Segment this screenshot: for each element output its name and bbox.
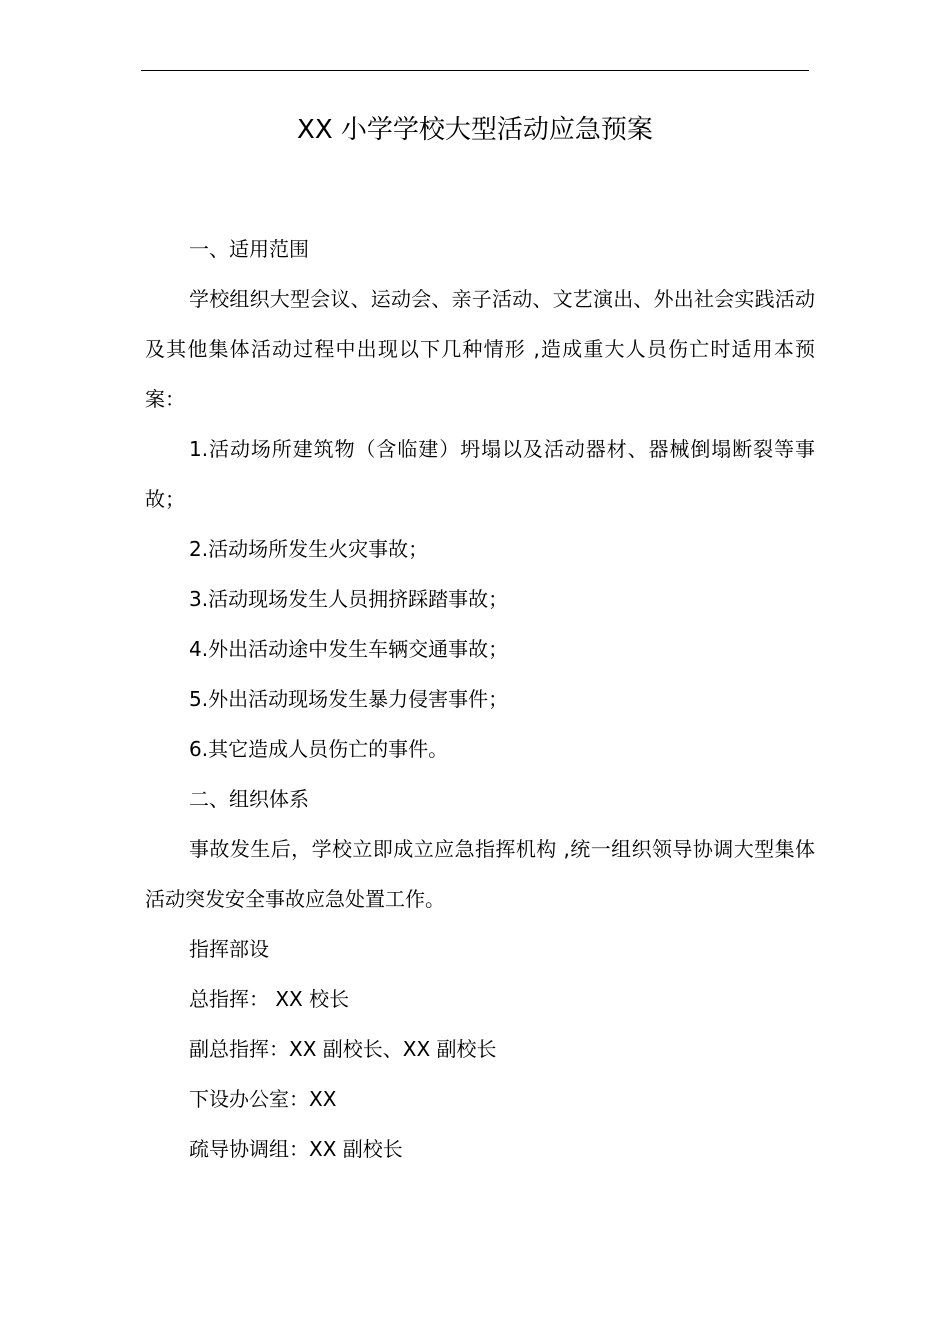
paragraph-organization: 事故发生后，学校立即成立应急指挥机构 ,统一组织领导协调大型集体活动突发安全事故应急处置工作。 xyxy=(145,837,815,911)
list-item-fire: 2.活动场所发生火灾事故； xyxy=(189,537,429,561)
list-item-violence: 5.外出活动现场发生暴力侵害事件； xyxy=(189,687,509,711)
list-item-traffic: 4.外出活动途中发生车辆交通事故； xyxy=(189,637,509,661)
list-item-other: 6.其它造成人员伤亡的事件。 xyxy=(189,737,449,761)
commander-line: 总指挥： XX 校长 xyxy=(189,987,350,1011)
document-body xyxy=(145,224,815,1174)
header-rule xyxy=(141,70,809,71)
command-header: 指挥部设 xyxy=(189,937,269,961)
list-item-stampede: 3.活动现场发生人员拥挤踩踏事故； xyxy=(189,587,509,611)
paragraph-scope-description: 学校组织大型会议、运动会、亲子活动、文艺演出、外出社会实践活动及其他集体活动过程中出现以下几种情形 ,造成重大人员伤亡时适用本预案： xyxy=(145,287,815,411)
deputy-commander-line: 副总指挥：XX 副校长、XX 副校长 xyxy=(189,1037,497,1061)
coordination-group-line: 疏导协调组：XX 副校长 xyxy=(189,1137,403,1161)
list-item-collapse: 1.活动场所建筑物（含临建）坍塌以及活动器材、器械倒塌断裂等事故； xyxy=(145,437,815,511)
document-title: XX 小学学校大型活动应急预案 xyxy=(297,115,653,145)
section-heading-organization: 二、组织体系 xyxy=(189,787,309,811)
office-line: 下设办公室：XX xyxy=(189,1087,337,1111)
section-heading-scope: 一、适用范围 xyxy=(189,237,309,261)
